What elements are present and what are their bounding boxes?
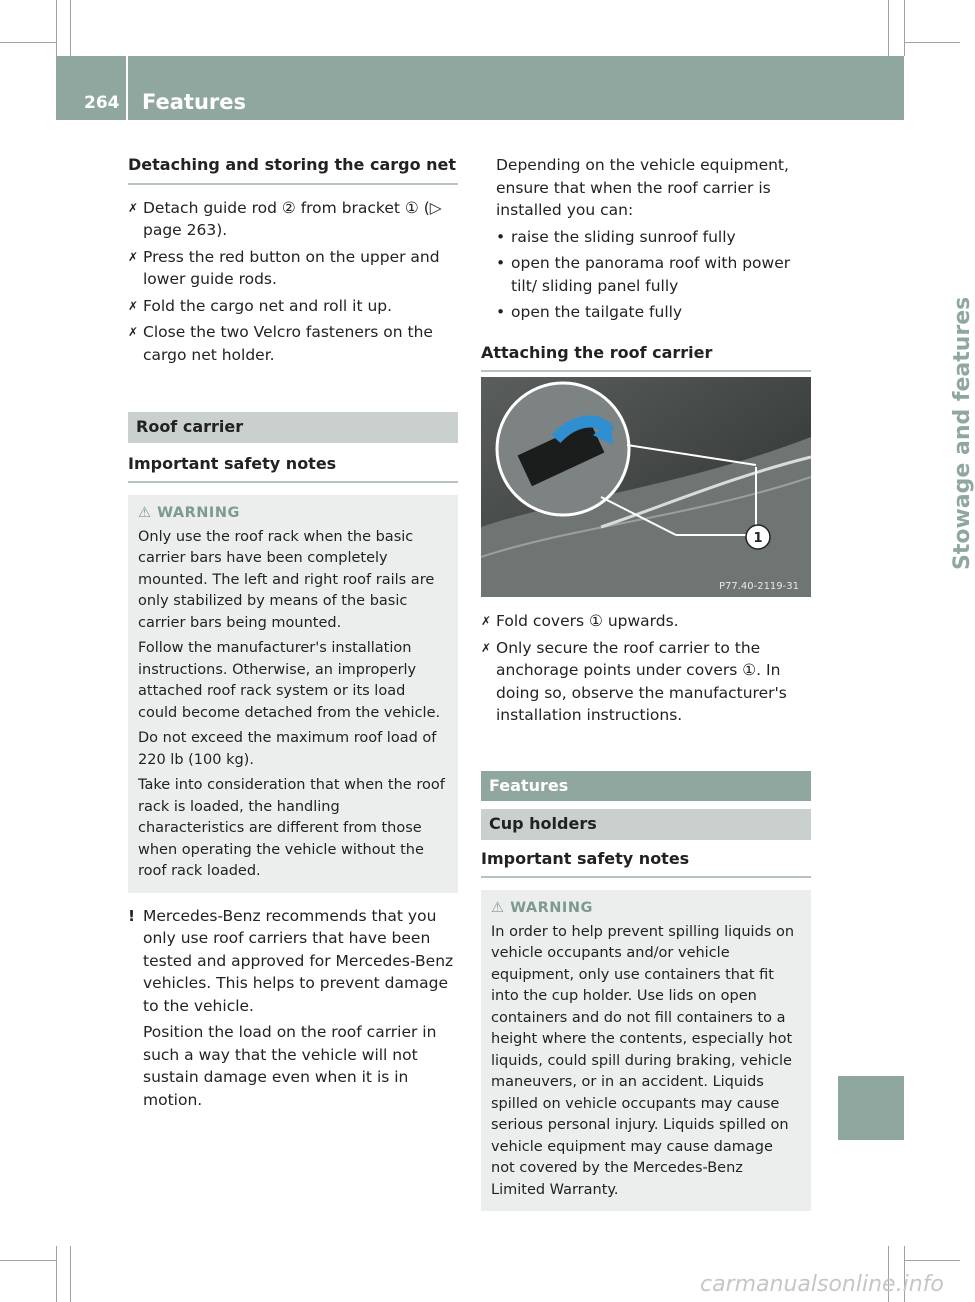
list-item: ✗ Only secure the roof carrier to the anchorage points under covers ①. In doing so, observe the manufacturer's installation instructions. xyxy=(481,638,787,724)
crop-mark xyxy=(56,1246,57,1302)
crop-mark xyxy=(56,0,57,56)
intro-text: Depending on the vehicle equipment, ensure that when the roof carrier is installed you can: xyxy=(496,156,789,219)
warning-paragraph: Follow the manufacturer's installation instructions. Otherwise, an improperly attached roof rack system or its load could become detached from the vehicle. xyxy=(138,640,441,721)
side-tab-label: Stowage and features xyxy=(950,296,975,570)
right-column xyxy=(481,154,811,384)
arrow-icon: ✗ xyxy=(128,200,139,215)
warning-icon: ⚠ xyxy=(491,900,505,916)
cup-holders-band: Cup holders xyxy=(481,809,811,840)
arrow-icon: ✗ xyxy=(481,614,492,628)
safety-heading-right: Important safety notes xyxy=(481,848,811,879)
warning-icon: ⚠ xyxy=(138,505,152,521)
page-title: Features xyxy=(142,90,246,114)
note-block xyxy=(128,905,458,1112)
arrow-icon: ✗ xyxy=(128,325,139,339)
warning-box xyxy=(128,495,458,893)
crop-mark xyxy=(0,1260,56,1261)
list-item: ✗ Detach guide rod ② from bracket ① (▷ page 263). xyxy=(128,198,442,239)
list-item: • raise the sliding sunroof fully xyxy=(496,227,736,246)
crop-mark xyxy=(70,1246,71,1302)
roof-illustration xyxy=(481,377,811,597)
left-column xyxy=(128,154,458,1115)
list-item: • open the panorama roof with power tilt/ sliding panel fully xyxy=(496,254,791,295)
note-paragraph: Position the load on the roof carrier in such a way that the vehicle will not sustain damage even when it is in motion. xyxy=(143,1023,437,1109)
watermark: carmanualsonline.info xyxy=(700,1272,944,1297)
side-tab xyxy=(838,120,975,1110)
warning-box-right xyxy=(481,890,811,1211)
side-tab-marker xyxy=(838,1076,904,1140)
warning-paragraph: Only use the roof rack when the basic carrier bars have been completely mounted. The left and right roof rails are only stabilized by means of the basic carrier bars being mounted. xyxy=(138,528,435,631)
list-item: ✗ Close the two Velcro fasteners on the cargo net holder. xyxy=(128,323,433,364)
warning-paragraph: Do not exceed the maximum roof load of 220 lb (100 kg). xyxy=(138,730,437,768)
page-number: 264 xyxy=(84,93,120,113)
safety-heading: Important safety notes xyxy=(128,453,458,484)
note-paragraph: Mercedes-Benz recommends that you only use roof carriers that have been tested and approved for Mercedes-Benz vehicles. This helps to prevent damage to the vehicle. xyxy=(143,906,454,1015)
list-item: • open the tailgate fully xyxy=(496,303,683,321)
list-item: ✗ Fold the cargo net and roll it up. xyxy=(128,295,458,318)
crop-mark xyxy=(888,0,889,56)
exclamation-icon: ! xyxy=(128,906,136,925)
warning-title: ⚠ WARNING xyxy=(491,900,593,916)
photo-code: P77.40-2119-31 xyxy=(718,581,799,592)
arrow-icon: ✗ xyxy=(128,298,139,313)
attach-heading: Attaching the roof carrier xyxy=(481,342,811,373)
features-band: Features xyxy=(481,771,811,802)
warning-paragraph: Take into consideration that when the roof rack is loaded, the handling characteristics are different from those when operating the vehicle without the roof rack loaded. xyxy=(138,777,445,879)
roof-carrier-band: Roof carrier xyxy=(128,412,458,443)
list-item: ✗ Press the red button on the upper and lower guide rods. xyxy=(128,247,440,288)
right-column-lower xyxy=(481,610,811,1211)
cargo-heading: Detaching and storing the cargo net xyxy=(128,154,458,185)
crop-mark xyxy=(904,42,960,43)
arrow-icon: ✗ xyxy=(481,640,492,655)
crop-mark xyxy=(70,0,71,56)
crop-mark xyxy=(904,1260,960,1261)
crop-mark xyxy=(904,0,905,56)
roof-carrier-photo xyxy=(481,377,811,597)
list-item: ✗ Fold covers ① upwards. xyxy=(481,610,811,633)
warning-title: ⚠ WARNING xyxy=(138,505,240,521)
callout-number: 1 xyxy=(753,531,763,546)
crop-mark xyxy=(0,42,56,43)
warning-paragraph: In order to help prevent spilling liquids on vehicle occupants and/or vehicle equipment, only use containers that fit into the cup holder. Use lids on open containers and do not fill containers to a height where the contents, especially hot liquids, could spill during braking, vehicle maneuvers, or in an accident. Liquids spilled on vehicle occupants may cause serious personal injury. Liquids spilled on vehicle equipment may cause damage not covered by the Mercedes-Benz Limited Warranty. xyxy=(491,923,795,1198)
arrow-icon: ✗ xyxy=(128,249,139,264)
header-separator xyxy=(126,56,128,120)
